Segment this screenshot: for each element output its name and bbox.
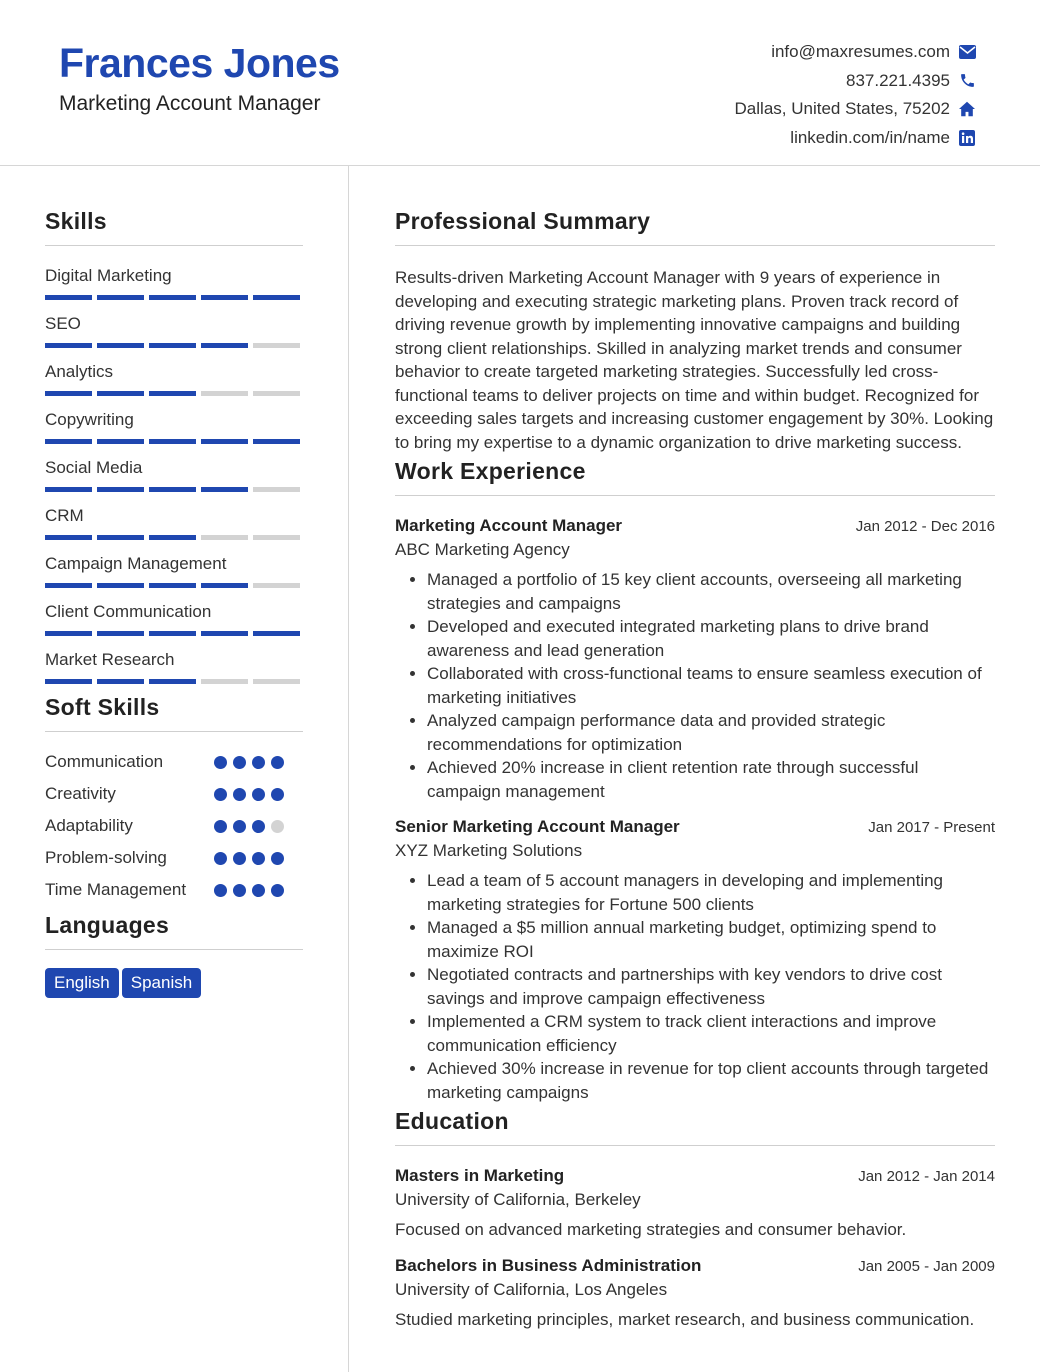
education-list	[395, 1166, 995, 1331]
resume-header	[0, 0, 1040, 166]
skill-level-segment	[45, 487, 92, 492]
rating-dot	[214, 852, 227, 865]
job-company: ABC Marketing Agency	[395, 540, 570, 559]
soft-skill-item	[45, 816, 303, 838]
skill-level-segment	[253, 487, 300, 492]
skill-item	[45, 266, 303, 300]
job-bullet: • Implemented a CRM system to track client interactions and improve communication efficiency	[427, 1010, 995, 1057]
experience-title: Work Experience	[395, 458, 586, 484]
skill-level-segment	[149, 487, 196, 492]
skill-level-segment	[253, 535, 300, 540]
skill-item	[45, 314, 303, 348]
skills-rule	[45, 245, 303, 246]
skill-level-segment	[253, 679, 300, 684]
skill-level-bar	[45, 343, 303, 348]
contact-linkedin[interactable]	[735, 124, 976, 153]
skill-level-segment	[253, 631, 300, 636]
skill-level-segment	[149, 583, 196, 588]
contact-block	[735, 38, 976, 152]
job-company: XYZ Marketing Solutions	[395, 841, 583, 860]
education-dates: Jan 2005 - Jan 2009	[858, 1257, 995, 1275]
skill-level-segment	[45, 439, 92, 444]
skill-item	[45, 554, 303, 588]
job-bullet: • Achieved 20% increase in client retention rate through successful campaign management	[427, 756, 995, 803]
skill-level-bar	[45, 679, 303, 684]
soft-skills-list	[45, 752, 303, 902]
skill-level-segment	[149, 295, 196, 300]
job-bullet: • Collaborated with cross-functional teams to ensure seamless execution of marketing initiatives	[427, 662, 995, 709]
skill-item	[45, 602, 303, 636]
rating-dot	[252, 788, 265, 801]
rating-dot	[271, 756, 284, 769]
skill-level-bar	[45, 631, 303, 636]
skill-level-bar	[45, 535, 303, 540]
skill-level-segment	[201, 631, 248, 636]
soft-skill-item	[45, 752, 303, 774]
contact-linkedin-text: linkedin.com/in/name	[790, 127, 950, 147]
skill-level-segment	[97, 535, 144, 540]
education-school: University of California, Los Angeles	[395, 1279, 668, 1299]
skill-level-segment	[201, 583, 248, 588]
linkedin-icon	[958, 129, 976, 147]
rating-dot	[214, 788, 227, 801]
summary-section	[395, 208, 995, 454]
skill-level-segment	[149, 343, 196, 348]
education-school: University of California, Berkeley	[395, 1190, 641, 1209]
skill-level-segment	[45, 295, 92, 300]
rating-dot	[233, 788, 246, 801]
rating-dot	[271, 788, 284, 801]
skill-level-segment	[201, 295, 248, 300]
candidate-name: Frances Jones	[59, 40, 340, 86]
skill-name: Copywriting	[45, 410, 134, 429]
skill-level-segment	[253, 343, 300, 348]
phone-icon	[958, 72, 976, 90]
education-description: Studied marketing principles, market research, and business communication.	[395, 1309, 975, 1329]
education-dates: Jan 2012 - Jan 2014	[858, 1168, 995, 1185]
jobs-list	[395, 516, 995, 1104]
skill-level-segment	[201, 679, 248, 684]
summary-title: Professional Summary	[395, 208, 651, 234]
education-section	[395, 1108, 995, 1331]
skill-level-segment	[97, 487, 144, 492]
skill-level-segment	[97, 439, 144, 444]
skill-level-segment	[149, 679, 196, 684]
rating-dot	[233, 756, 246, 769]
contact-email-text: info@maxresumes.com	[771, 42, 950, 62]
soft-skills-rule	[45, 731, 303, 732]
skill-level-segment	[149, 535, 196, 540]
rating-dot	[271, 820, 284, 833]
rating-dot	[252, 884, 265, 897]
rating-dot	[271, 884, 284, 897]
skill-level-segment	[45, 631, 92, 636]
job-bullet: • Lead a team of 5 account managers in developing and implementing marketing strategies for Fortune 500 clients	[427, 869, 995, 916]
job-header	[395, 817, 995, 837]
soft-skills-section	[45, 694, 303, 902]
skill-level-segment	[253, 391, 300, 396]
home-icon	[958, 100, 976, 118]
right-column	[395, 208, 995, 1331]
skill-item	[45, 506, 303, 540]
contact-location-text: Dallas, United States, 75202	[734, 99, 950, 119]
soft-skill-rating	[214, 816, 290, 838]
education-entry	[395, 1256, 995, 1332]
rating-dot	[214, 820, 227, 833]
soft-skill-name: Communication	[45, 752, 164, 771]
soft-skill-rating	[214, 880, 290, 902]
education-header	[395, 1256, 995, 1276]
education-rule	[395, 1145, 995, 1146]
skill-level-segment	[97, 295, 144, 300]
skill-level-segment	[45, 391, 92, 396]
soft-skill-rating	[214, 752, 290, 774]
job-header	[395, 516, 995, 536]
job-dates: Jan 2017 - Present	[868, 819, 995, 836]
skill-level-segment	[149, 439, 196, 444]
skill-level-segment	[201, 535, 248, 540]
education-degree: Bachelors in Business Administration	[395, 1255, 702, 1275]
job-bullet: • Developed and executed integrated marketing plans to drive brand awareness and lead generation	[427, 615, 995, 662]
skill-item	[45, 650, 303, 684]
soft-skill-name: Time Management	[45, 880, 187, 899]
rating-dot	[271, 852, 284, 865]
education-header	[395, 1166, 995, 1186]
job-entry	[395, 516, 995, 803]
rating-dot	[252, 756, 265, 769]
job-bullet: • Negotiated contracts and partnerships with key vendors to drive cost savings and improve campaign effectiveness	[427, 963, 995, 1010]
job-bullets	[395, 869, 995, 1104]
skill-level-segment	[253, 583, 300, 588]
skill-level-segment	[97, 631, 144, 636]
soft-skill-item	[45, 848, 303, 870]
skill-name: Social Media	[45, 458, 143, 477]
rating-dot	[214, 884, 227, 897]
skill-level-segment	[97, 583, 144, 588]
skill-level-segment	[201, 343, 248, 348]
job-bullet: • Analyzed campaign performance data and provided strategic recommendations for optimization	[427, 709, 995, 756]
skill-level-segment	[45, 583, 92, 588]
skill-level-segment	[253, 295, 300, 300]
skill-level-bar	[45, 439, 303, 444]
envelope-icon	[958, 43, 976, 61]
skill-name: CRM	[45, 506, 84, 525]
soft-skill-rating	[214, 784, 290, 806]
language-badge: English	[45, 968, 119, 998]
soft-skills-title: Soft Skills	[45, 694, 160, 720]
soft-skill-rating	[214, 848, 290, 870]
skill-level-segment	[149, 391, 196, 396]
experience-rule	[395, 495, 995, 496]
rating-dot	[252, 852, 265, 865]
skill-item	[45, 458, 303, 492]
job-title: Senior Marketing Account Manager	[395, 817, 680, 836]
skills-list	[45, 266, 303, 684]
skill-name: SEO	[45, 314, 81, 333]
job-bullet: • Managed a $5 million annual marketing budget, optimizing spend to maximize ROI	[427, 916, 995, 963]
education-entry	[395, 1166, 995, 1242]
education-description: Focused on advanced marketing strategies and consumer behavior.	[395, 1220, 907, 1239]
languages-list	[45, 968, 303, 998]
skill-level-bar	[45, 391, 303, 396]
skill-name: Campaign Management	[45, 554, 227, 573]
job-entry	[395, 817, 995, 1104]
soft-skill-item	[45, 784, 303, 806]
soft-skill-name: Adaptability	[45, 816, 133, 835]
skill-level-segment	[45, 343, 92, 348]
skill-level-segment	[149, 631, 196, 636]
education-title: Education	[395, 1108, 509, 1134]
contact-location	[735, 95, 976, 124]
job-bullet: • Achieved 30% increase in revenue for top client accounts through targeted marketing campaigns	[427, 1057, 995, 1104]
job-title: Marketing Account Manager	[395, 516, 623, 535]
skills-section	[45, 208, 303, 684]
languages-section	[45, 912, 303, 998]
skill-level-segment	[253, 439, 300, 444]
soft-skill-name: Creativity	[45, 784, 116, 803]
contact-email[interactable]	[735, 38, 976, 67]
skill-level-bar	[45, 583, 303, 588]
skill-name: Analytics	[45, 362, 114, 381]
soft-skill-item	[45, 880, 303, 902]
experience-section	[395, 458, 995, 1104]
rating-dot	[214, 756, 227, 769]
skill-level-bar	[45, 295, 303, 300]
left-column	[45, 208, 303, 998]
rating-dot	[233, 852, 246, 865]
skill-level-segment	[45, 535, 92, 540]
education-degree: Masters in Marketing	[395, 1166, 565, 1185]
rating-dot	[233, 820, 246, 833]
skill-item	[45, 410, 303, 444]
skill-level-segment	[97, 391, 144, 396]
candidate-title: Marketing Account Manager	[59, 92, 321, 115]
skill-level-bar	[45, 487, 303, 492]
job-bullet: • Managed a portfolio of 15 key client accounts, overseeing all marketing strategies and campaigns	[427, 568, 995, 615]
skill-item	[45, 362, 303, 396]
languages-rule	[45, 949, 303, 950]
skills-title: Skills	[45, 208, 107, 234]
skill-level-segment	[97, 343, 144, 348]
rating-dot	[252, 820, 265, 833]
skill-level-segment	[201, 439, 248, 444]
language-badge: Spanish	[122, 968, 201, 998]
skill-level-segment	[201, 487, 248, 492]
skill-name: Client Communication	[45, 602, 212, 621]
contact-phone[interactable]	[735, 67, 976, 96]
skill-name: Digital Marketing	[45, 266, 172, 285]
skill-level-segment	[97, 679, 144, 684]
skill-name: Market Research	[45, 650, 175, 669]
job-bullets	[395, 568, 995, 803]
skill-level-segment	[201, 391, 248, 396]
languages-title: Languages	[45, 912, 170, 938]
rating-dot	[233, 884, 246, 897]
contact-phone-text: 837.221.4395	[846, 70, 950, 90]
job-dates: Jan 2012 - Dec 2016	[855, 518, 995, 535]
soft-skill-name: Problem-solving	[45, 848, 167, 867]
summary-rule	[395, 245, 995, 246]
skill-level-segment	[45, 679, 92, 684]
summary-text: Results-driven Marketing Account Manager with 9 years of experience in developing and executing strategic marketing plans. Proven track record of driving revenue growth by implementing innovative campaigns and building strong client relationships. Skilled in analyzing market trends and consumer behavior to create targeted marketing strategies. Successfully led cross-functional teams to deliver projects on time and within budget. Recognized for exceeding sales targets and increasing customer engagement by 30%. Looking to bring my expertise to a dynamic organization to drive marketing success.	[395, 268, 994, 452]
column-divider	[348, 166, 349, 1372]
